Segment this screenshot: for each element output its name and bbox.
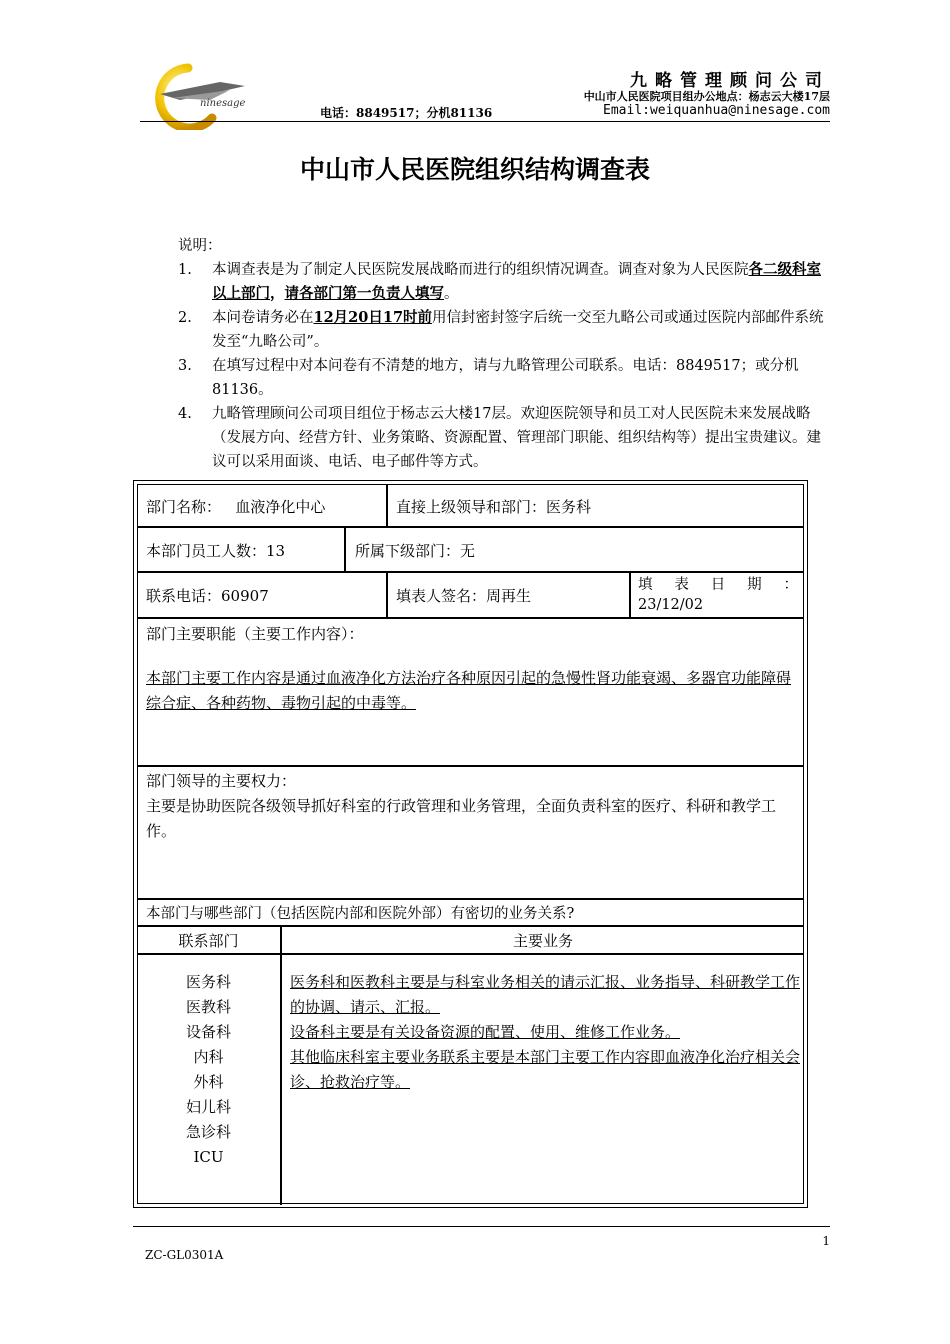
tel-field: 联系电话：60907 [146,587,269,605]
business-item: 设备科主要是有关设备资源的配置、使用、维修工作业务。 [290,1023,681,1041]
instruction-item: 3. 在填写过程中对本问卷有不清楚的地方，请与九略管理公司联系。电话：8849517；或分机81136。 [178,358,799,398]
header-phone: 电话：8849517；分机81136 [320,106,493,120]
company-logo [150,60,265,130]
instruction-item: 4. 九略管理顾问公司项目组位于杨志云大楼17层。欢迎医院领导和员工对人民医院未来发展战略（发展方向、经营方针、业务策略、资源配置、管理部门职能、组织结构等）提出宝贵建议。建议可以采用面谈、电话、电子邮件等方式。 [178,406,821,470]
staff-count-field: 本部门员工人数：13 [146,542,286,560]
business-item: 医务科和医教科主要是与科室业务相关的请示汇报、业务指导、科研教学工作的协调、请示、汇报。 [290,973,801,1016]
list-item: 设备科 [185,1023,231,1041]
instruction-item: 2. 本问卷请务必在12月20日17时前用信封密封签字后统一交至九略公司或通过医院内部邮件系统发至“九略公司”。 [178,309,824,350]
authority-section [146,769,801,844]
instructions-label: 说明： [178,238,222,254]
dept-name-field: 部门名称： 血液净化中心 [146,498,326,516]
document-code: ZC-GL0301A [145,1248,224,1262]
list-item: ICU [193,1148,224,1166]
subordinate-value: 无 [460,542,476,560]
list-item: 外科 [193,1073,224,1091]
business-item: 其他临床科室主要业务联系主要是本部门主要工作内容即血液净化治疗相关会诊、抢救治疗等。 [290,1048,801,1091]
col-header-dept: 联系部门 [178,932,239,950]
instructions [178,234,830,474]
col-header-business: 主要业务 [512,932,573,950]
list-item: 急诊科 [185,1123,231,1141]
functions-text: 本部门主要工作内容是通过血液净化方法治疗各种原因引起的急慢性肾功能衰竭、多器官功能障碍综合症、各种药物、毒物引起的中毒等。 [146,669,792,712]
date-value: 23/12/02 [638,597,704,613]
subordinate-field: 所属下级部门：无 [355,542,476,560]
signer-value: 周再生 [486,587,532,605]
page-number: 1 [822,1234,830,1248]
relations-question: 本部门与哪些部门（包括医院内部和医院外部）有密切的业务关系? [146,906,575,922]
functions-section [146,622,801,716]
logo-wordmark: ninesage [200,98,246,109]
header-email: Email:weiquanhua@ninesage.com [603,103,830,118]
dept-list [137,970,280,1170]
company-name: 九略管理顾问公司 [630,71,830,91]
header-divider [140,121,830,122]
business-list [290,970,800,1095]
instruction-item: 1. 本调查表是为了制定人民医院发展战略而进行的组织情况调查。调查对象为人民医院各二级科室以上部门，请各部门第一负责人填写。 [178,261,821,302]
page-title: 中山市人民医院组织结构调查表 [299,155,650,184]
authority-label: 部门领导的主要权力： [146,772,297,790]
authority-text: 主要是协助医院各级领导抓好科室的行政管理和业务管理，全面负责科室的医疗、科研和教学工作。 [146,797,777,840]
list-item: 妇儿科 [185,1098,231,1116]
date-field: 填 表 日 期 ： 23/12/02 [638,577,798,613]
list-item: 医务科 [185,973,231,991]
functions-label: 部门主要职能（主要工作内容）： [146,625,364,643]
dept-name-value: 血液净化中心 [235,498,326,516]
staff-count-value: 13 [266,542,286,560]
tel-value: 60907 [221,587,269,605]
superior-field: 直接上级领导和部门：医务科 [396,498,592,516]
superior-value: 医务科 [546,498,592,516]
signer-field: 填表人签名：周再生 [396,587,532,605]
footer-divider [133,1226,830,1227]
office-address: 中山市人民医院项目组办公地点：杨志云大楼17层 [583,90,830,103]
list-item: 医教科 [185,998,231,1016]
list-item: 内科 [193,1048,224,1066]
